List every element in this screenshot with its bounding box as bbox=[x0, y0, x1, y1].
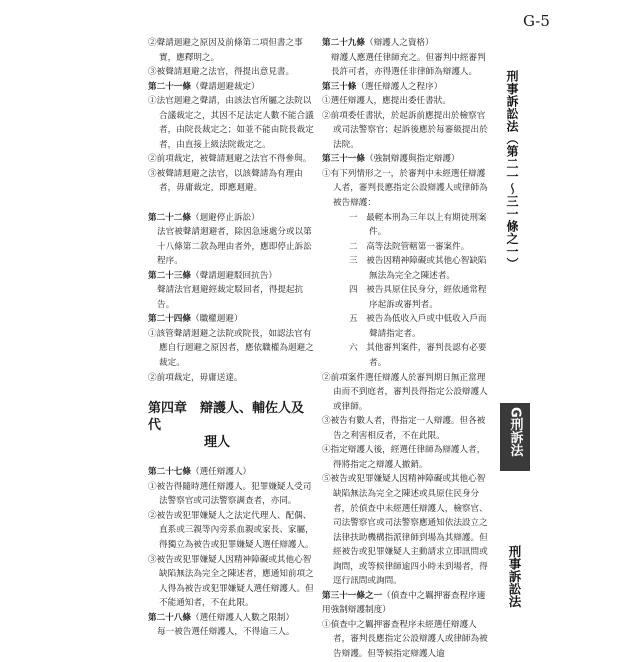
page-number: G-5 bbox=[523, 12, 550, 30]
paragraph: ①選任辯護人，應提出委任書狀。 bbox=[322, 96, 451, 107]
article-heading bbox=[322, 589, 492, 618]
paragraph: ①偵查中之羈押審查程序未經選任辯護人者，審判長應指定公設辯護人或律師為被告辯護。但等候指定辯護人逾 bbox=[322, 619, 488, 659]
paragraph: ②聲請迴避之原因及前條第二項但書之事實，應釋明之。 bbox=[148, 38, 303, 63]
list-item: 五 被告為低收入戶或中低收入戶而聲請指定者。 bbox=[349, 314, 487, 339]
article-number: 第二十三條 bbox=[148, 270, 191, 281]
article-heading bbox=[148, 80, 316, 95]
article-subtitle: （強制辯護與指定辯護） bbox=[364, 154, 460, 165]
right-column bbox=[322, 36, 492, 662]
list-item: 六 其他審判案件，審判長認有必要者。 bbox=[349, 343, 487, 369]
paragraph: ①有下列情形之一，於審判中未經選任辯護人者，審判長應指定公設辯護人或律師為被告辯護： bbox=[322, 168, 488, 209]
article-subtitle: （聲請迴避裁定） bbox=[190, 81, 260, 92]
article-subtitle: （選任辯護人之程序） bbox=[356, 81, 443, 92]
list-item: 四 被告具原住民身分，經依通常程序起訴或審判者。 bbox=[349, 285, 487, 310]
article-number: 第三十一條之一 bbox=[322, 590, 383, 601]
spacer bbox=[148, 385, 316, 400]
article-number: 第二十九條 bbox=[322, 38, 365, 48]
article-heading bbox=[148, 211, 316, 226]
paragraph: 聲請法官迴避經裁定駁回者，得提起抗告。 bbox=[157, 285, 304, 310]
article-subtitle: （聲請迴避駁回抗告） bbox=[190, 270, 277, 281]
article-number: 第二十二條 bbox=[148, 212, 191, 223]
article-heading bbox=[148, 611, 316, 626]
paragraph: ②被告或犯罪嫌疑人之法定代理人、配偶、直系或三親等內旁系血親或家長、家屬，得獨立為被告或犯罪嫌疑人選任辯護人。 bbox=[148, 510, 314, 550]
article-heading bbox=[148, 269, 316, 284]
paragraph: ①該管聲請迴避之法院或院長，如認法官有應自行迴避之原因者，應依職權為迴避之裁定。 bbox=[148, 328, 314, 369]
law-running-foot: 刑事訴訟法 bbox=[507, 545, 522, 608]
article-subtitle: （選任辯護人人數之限制） bbox=[190, 612, 295, 623]
paragraph: ③被告有數人者，得指定一人辯護。但各被告之利害相反者，不在此限。 bbox=[322, 416, 486, 441]
article-subtitle: （選任辯護人） bbox=[190, 467, 252, 478]
left-column bbox=[148, 36, 316, 640]
paragraph: 每一被告選任辯護人，不得逾三人。 bbox=[157, 627, 295, 638]
paragraph: ②前項案件選任辯護人於審判期日無正當理由而不到庭者，審判長得指定公設辯護人或律師。 bbox=[322, 372, 488, 412]
article-heading bbox=[322, 36, 492, 51]
article-subtitle: （偵查中之羈押審查程序適用強制辯護制度） bbox=[322, 590, 486, 616]
list-item: 三 被告因精神障礙或其他心智缺陷無法為完全之陳述者。 bbox=[349, 256, 487, 281]
article-number: 第三十條 bbox=[322, 81, 357, 92]
chapter-title-line1: 第四章 辯護人、輔佐人及代 bbox=[148, 400, 305, 433]
paragraph: ①被告得隨時選任辯護人。犯罪嫌疑人受司法警察官或司法警察調查者，亦同。 bbox=[148, 481, 312, 507]
spacer bbox=[148, 451, 316, 466]
article-number: 第二十七條 bbox=[148, 467, 191, 478]
article-subtitle: （職權迴避） bbox=[190, 314, 243, 325]
paragraph: ②前項委任書狀，於起訴前應提出於檢察官或司法警察官；起訴後應於每審級提出於法院。 bbox=[322, 110, 488, 150]
paragraph: ④指定辯護人後，經選任律師為辯護人者，得將指定之辯護人撤銷。 bbox=[322, 445, 486, 470]
paragraph: ①法官迴避之聲請，由該法官所屬之法院以合議裁定之，其因不足法定人數不能合議者，由院長裁定之；如並不能由院長裁定者，由直接上級法院裁定之。 bbox=[148, 96, 314, 150]
article-subtitle: （辯護人之資格） bbox=[364, 38, 434, 48]
chapter-title-line2: 理人 bbox=[204, 434, 231, 450]
article-number: 第二十一條 bbox=[148, 81, 191, 92]
paragraph: ②前項裁定，被聲請迴避之法官不得參與。 bbox=[148, 154, 312, 165]
article-subtitle: （迴避停止訴訟） bbox=[190, 212, 260, 223]
paragraph: ⑤被告或犯罪嫌疑人因精神障礙或其他心智缺陷無法為完全之陳述或具原住民身分者，於偵查中未經選任辯護人，檢察官、司法警察官或司法警察應通知依法設立之法律扶助機構指派律師到場為其辯護。但經被告或犯罪嫌疑人主動請求立即訊問或詢問，或等候律師逾四小時未到場者，得逕行訊問或詢問。 bbox=[322, 474, 488, 587]
article-heading bbox=[322, 152, 492, 167]
paragraph: ③被聲請迴避之法官，以該聲請為有理由者，毋庸裁定，即應迴避。 bbox=[148, 168, 303, 194]
list-item: 一 最輕本刑為三年以上有期徒刑案件。 bbox=[349, 212, 487, 238]
chapter-heading bbox=[148, 400, 316, 451]
section-thumb-tab[interactable]: G刑訴法 bbox=[500, 403, 530, 471]
paragraph: 法官被聲請迴避者，除因急速處分或以第十八條第二款為理由者外，應即停止訴訟程序。 bbox=[157, 227, 312, 267]
paragraph: ②前項裁定，毋庸送達。 bbox=[148, 372, 243, 383]
chapter-running-head: 刑事訴訟法（第二一～三一條之一） bbox=[505, 70, 519, 270]
article-heading bbox=[148, 312, 316, 327]
article-heading bbox=[322, 80, 492, 95]
article-number: 第二十四條 bbox=[148, 314, 191, 325]
article-number: 第三十一條 bbox=[322, 154, 365, 165]
spacer bbox=[148, 196, 316, 211]
article-heading bbox=[148, 465, 316, 480]
article-number: 第二十八條 bbox=[148, 612, 191, 623]
paragraph: ③被告或犯罪嫌疑人因精神障礙或其他心智缺陷無法為完全之陳述者，應通知前項之人得為被告或犯罪嫌疑人選任辯護人。但不能通知者，不在此限。 bbox=[148, 554, 314, 609]
list-item: 二 高等法院管轄第一審案件。 bbox=[349, 241, 470, 252]
paragraph: ③被聲請迴避之法官，得提出意見書。 bbox=[148, 67, 295, 78]
paragraph: 辯護人應選任律師充之。但審判中經審判長許可者，亦得選任非律師為辯護人。 bbox=[331, 52, 486, 78]
